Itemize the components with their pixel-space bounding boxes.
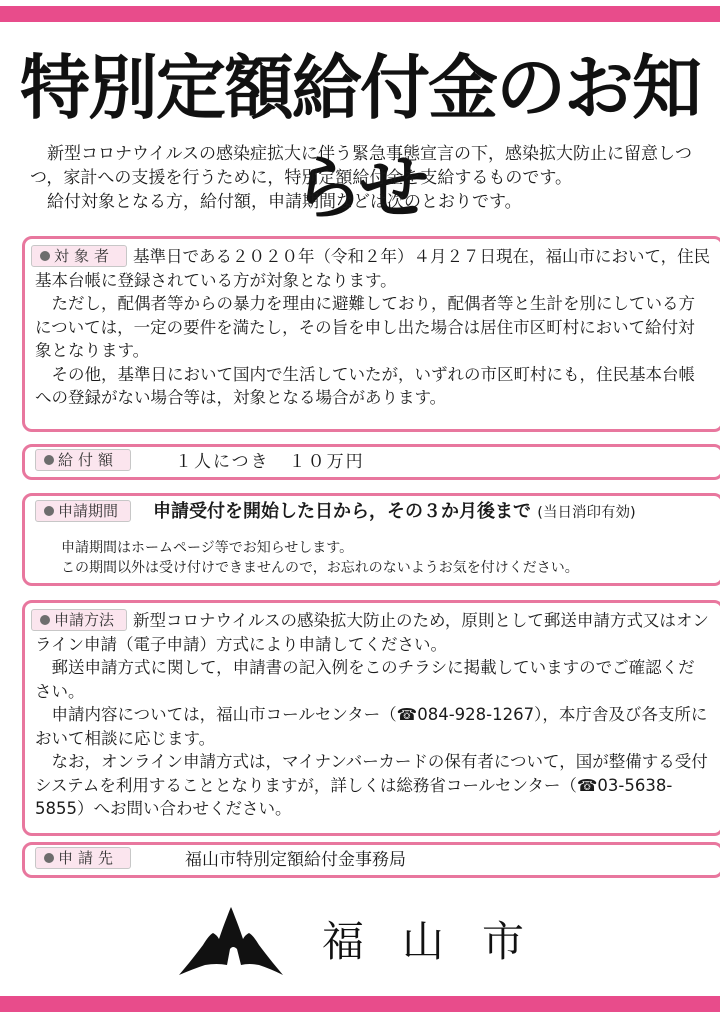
amount-section — [22, 444, 720, 480]
page-title: 特別定額給付金のお知らせ — [20, 47, 700, 229]
intro-paragraph: 給付対象となる方，給付額，申請期間などは次のとおりです。 — [47, 192, 522, 212]
bullet-icon — [44, 853, 54, 863]
amount-value: １人につき １０万円 — [175, 452, 365, 472]
office-value: 福山市特別定額給付金事務局 — [185, 850, 406, 870]
target-paragraph: その他，基準日において国内で生活していたが，いずれの市区町村にも，住民基本台帳への登録がない場合等は，対象となる場合があります。 — [35, 364, 695, 407]
office-section — [22, 842, 720, 878]
bullet-icon — [44, 506, 54, 516]
city-name: 福山市 — [322, 917, 563, 966]
method-paragraph: 新型コロナウイルスの感染拡大防止のため，原則として郵送申請方式又はオンライン申請（電子申請）方式により申請してください。 — [35, 611, 709, 654]
target-section — [22, 236, 720, 432]
top-pink-band — [0, 6, 720, 22]
office-label: 申請先 — [35, 847, 131, 869]
period-line: 申請期間はホームページ等でお知らせします。 — [61, 540, 354, 556]
target-paragraph: ただし，配偶者等からの暴力を理由に避難しており，配偶者等と生計を別にしている方については，一定の要件を満たし，その旨を申し出た場合は居住市区町村において給付対象となります。 — [35, 294, 695, 360]
amount-label: 給付額 — [35, 449, 131, 471]
bottom-pink-band — [0, 996, 720, 1012]
intro-paragraph: 新型コロナウイルスの感染症拡大に伴う緊急事態宣言の下，感染拡大防止に留意しつつ，家計への支援を行うために，特別定額給付金を支給するものです。 — [30, 144, 692, 188]
method-paragraph: なお，オンライン申請方式は，マイナンバーカードの保有者について，国が整備する受付システムを利用することとなりますが，詳しくは総務省コールセンター（☎03-5638-5855）へお問い合わせください。 — [35, 752, 708, 818]
bullet-icon — [44, 455, 54, 465]
intro-text — [30, 142, 700, 214]
target-paragraph: 基準日である２０２０年（令和２年）４月２７日現在，福山市において，住民基本台帳に登録されている方が対象となります。 — [35, 247, 711, 290]
period-line: この期間以外は受け付けできませんので，お忘れのないようお気を付けください。 — [61, 560, 579, 576]
method-paragraph: 郵送申請方式に関して，申請書の記入例をこのチラシに掲載していますのでご確認ください。 — [35, 658, 695, 701]
bullet-icon — [40, 251, 50, 261]
method-section — [22, 600, 720, 836]
period-details — [61, 538, 579, 578]
method-paragraph: 申請内容については，福山市コールセンター（☎084-928-1267），本庁舎及び各支所において相談に応じます。 — [35, 705, 708, 748]
city-emblem-icon — [175, 905, 285, 977]
period-note: (当日消印有効) — [537, 505, 636, 521]
period-label: 申請期間 — [35, 500, 131, 522]
method-label: 申請方法 — [31, 609, 127, 631]
period-headline: 申請受付を開始した日から，その３か月後まで (当日消印有効) — [153, 501, 636, 522]
bullet-icon — [40, 615, 50, 625]
target-label: 対象者 — [31, 245, 127, 267]
period-section — [22, 493, 720, 586]
